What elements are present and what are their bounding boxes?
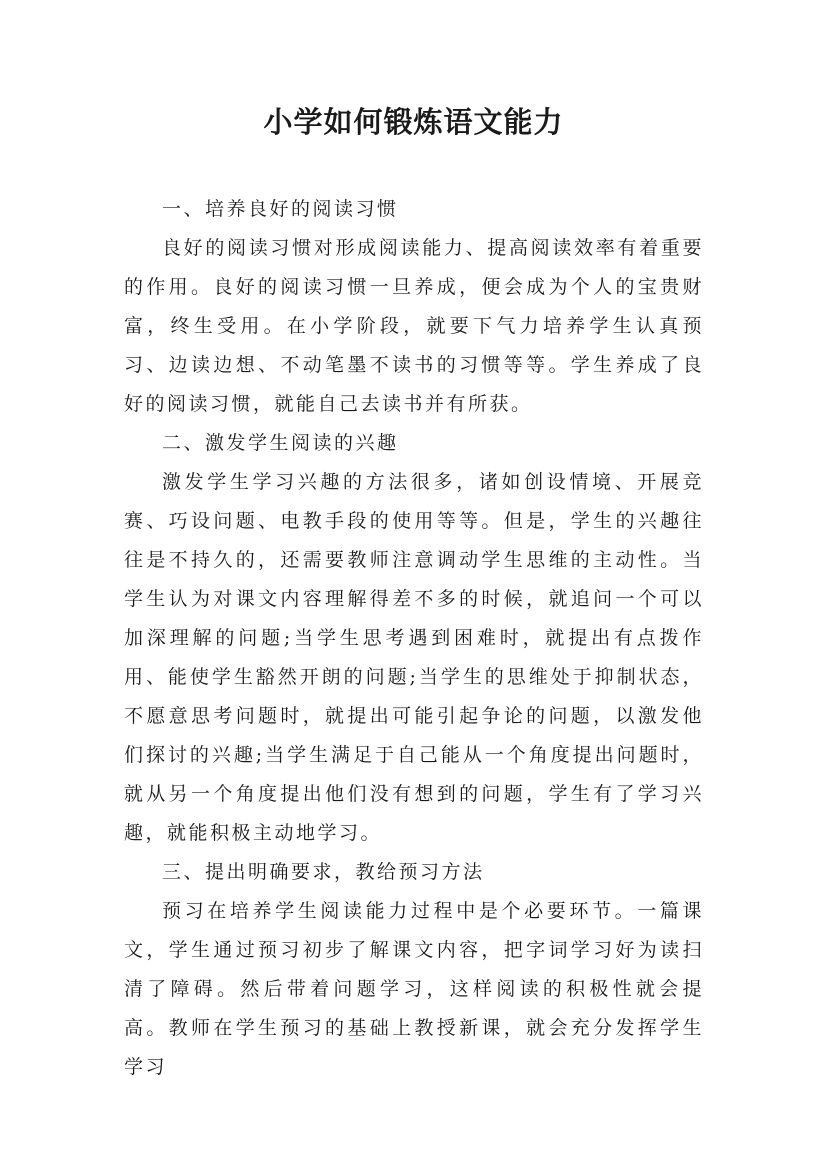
paragraph-1: 良好的阅读习惯对形成阅读能力、提高阅读效率有着重要的作用。良好的阅读习惯一旦养成，便会成为个人的宝贵财富，终生受用。在小学阶段，就要下气力培养学生认真预习、边读边想、不动笔墨不读书的习惯等等。学生养成了良好的阅读习惯，就能自己去读书并有所获。 [124, 237, 704, 415]
section-heading-3: 三、提出明确要求，教给预习方法 [162, 861, 485, 883]
page-title: 小学如何锻炼语文能力 [263, 105, 564, 139]
document-body [124, 190, 704, 1087]
paragraph-3: 预习在培养学生阅读能力过程中是个必要环节。一篇课文，学生通过预习初步了解课文内容，把字词学习好为读扫清了障碍。然后带着问题学习，这样阅读的积极性就会提高。教师在学生预习的基础上教授新课，就会充分发挥学生学习 [124, 900, 704, 1078]
paragraph-2: 激发学生学习兴趣的方法很多，诸如创设情境、开展竞赛、巧设问题、电教手段的使用等等。但是，学生的兴趣往往是不持久的，还需要教师注意调动学生思维的主动性。当学生认为对课文内容理解得差不多的时候，就追问一个可以加深理解的问题;当学生思考遇到困难时，就提出有点拨作用、能使学生豁然开朗的问题;当学生的思维处于抑制状态，不愿意思考问题时，就提出可能引起争论的问题，以激发他们探讨的兴趣;当学生满足于自己能从一个角度提出问题时，就从另一个角度提出他们没有想到的问题，学生有了学习兴趣，就能积极主动地学习。 [124, 471, 704, 844]
section-heading-1: 一、培养良好的阅读习惯 [162, 198, 399, 220]
section-heading-2: 二、激发学生阅读的兴趣 [162, 432, 399, 454]
